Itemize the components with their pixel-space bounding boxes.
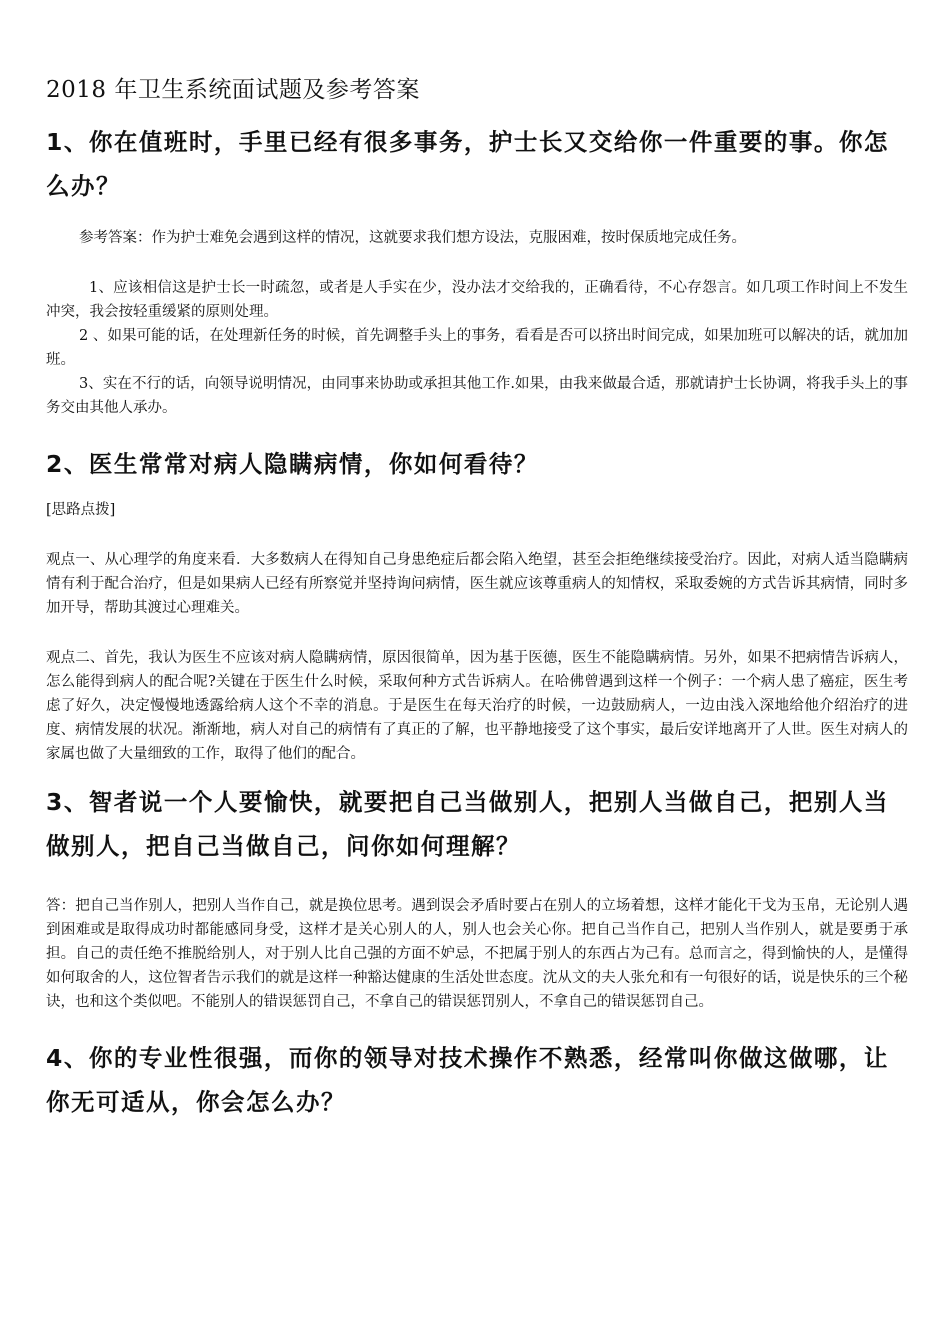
question-2-view-1: 观点一、从心理学的角度来看．大多数病人在得知自己身患绝症后都会陷入绝望，甚至会拒绝继续接受治疗。因此，对病人适当隐瞒病情有利于配合治疗，但是如果病人已经有所察觉并坚持询问病情，医生就应该尊重病人的知情权，采取委婉的方式告诉其病情，同时多加开导，帮助其渡过心理难关。 xyxy=(46,552,908,616)
question-1-heading: 1、你在值班时，手里已经有很多事务，护士长又交给你一件重要的事。你怎么办？ xyxy=(46,128,889,200)
document-title: 2018 年卫生系统面试题及参考答案 xyxy=(46,77,420,103)
question-2-hint: [思路点拨] xyxy=(46,502,116,518)
question-2-heading: 2、医生常常对病人隐瞒病情，你如何看待？ xyxy=(46,450,539,478)
question-2-view-2: 观点二、首先，我认为医生不应该对病人隐瞒病情，原因很简单，因为基于医德，医生不能隐瞒病情。另外，如果不把病情告诉病人，怎么能得到病人的配合呢?关键在于医生什么时候，采取何种方式告诉病人。在哈佛曾遇到这样一个例子：一个病人患了癌症，医生考虑了好久，决定慢慢地透露给病人这个不幸的消息。于是医生在每天治疗的时候，一边鼓励病人，一边由浅入深地给他介绍治疗的进度、病情发展的状况。渐渐地，病人对自己的病情有了真正的了解，也平静地接受了这个事实，最后安详地离开了人世。医生对病人的家属也做了大量细致的工作，取得了他们的配合。 xyxy=(46,650,908,762)
question-1-point-1: 1、应该相信这是护士长一时疏忽，或者是人手实在少，没办法才交给我的，正确看待，不心存怨言。如几项工作时间上不发生冲突，我会按轻重缓紧的原则处理。 xyxy=(46,280,908,320)
question-1-point-2: 2 、如果可能的话，在处理新任务的时候，首先调整手头上的事务，看看是否可以挤出时间完成，如果加班可以解决的话，就加加班。 xyxy=(46,328,908,368)
question-1-intro: 参考答案：作为护士难免会遇到这样的情况，这就要求我们想方设法，克服困难，按时保质地完成任务。 xyxy=(79,230,746,246)
question-4-heading: 4、你的专业性很强，而你的领导对技术操作不熟悉，经常叫你做这做哪，让你无可适从，你会怎么办？ xyxy=(46,1044,889,1116)
question-3-answer: 答：把自己当作别人，把别人当作自己，就是换位思考。遇到误会矛盾时要占在别人的立场着想，这样才能化干戈为玉帛，无论别人遇到困难或是取得成功时都能感同身受，这样才是关心别人的人，别人也会关心你。把自己当作自己，把别人当作别人，就是要勇于承担。自己的责任绝不推脱给别人，对于别人比自己强的方面不妒忌，不把属于别人的东西占为己有。总而言之，得到愉快的人，是懂得如何取舍的人，这位智者告示我们的就是这样一种豁达健康的生活处世态度。沈从文的夫人张允和有一句很好的话，说是快乐的三个秘诀，也和这个类似吧。不能别人的错误惩罚自己，不拿自己的错误惩罚别人，不拿自己的错误惩罚自己。 xyxy=(46,898,908,1010)
document-page xyxy=(46,74,908,1124)
question-3-heading: 3、智者说一个人要愉快，就要把自己当做别人，把别人当做自己，把别人当做别人，把自己当做自己，问你如何理解？ xyxy=(46,788,889,860)
question-1-point-3: 3、实在不行的话，向领导说明情况，由同事来协助或承担其他工作.如果，由我来做最合适，那就请护士长协调，将我手头上的事务交由其他人承办。 xyxy=(46,376,908,416)
